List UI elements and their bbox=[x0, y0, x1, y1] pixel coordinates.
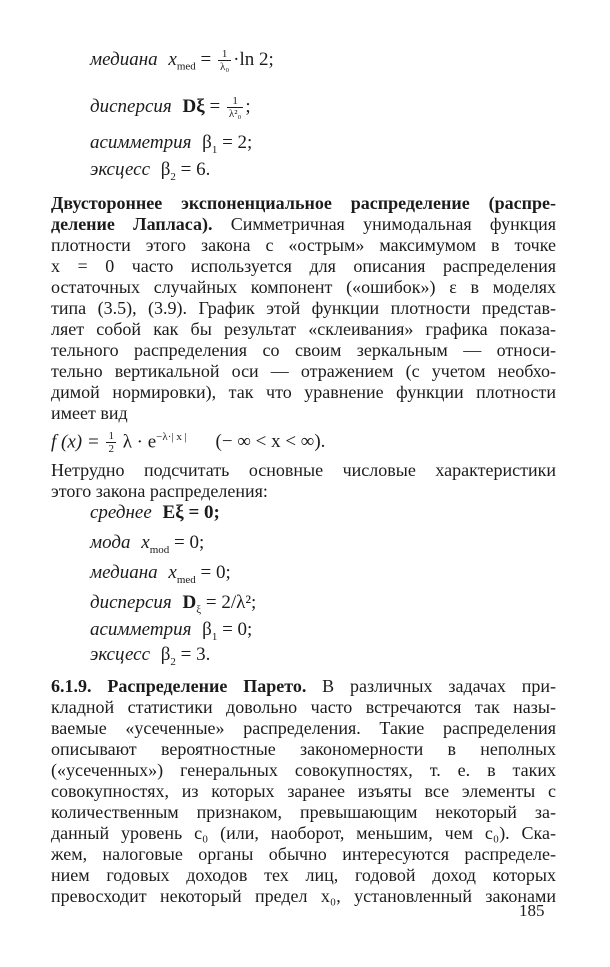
pareto-line: данный уровень c₀ (или, наоборот, меньшим, чем c₀). Ска- bbox=[51, 823, 556, 843]
laplace-line: ляет собой как бы результат «склеивания» графика показа- bbox=[51, 319, 556, 339]
formula-mean-laplace: среднее Eξ = 0; bbox=[90, 502, 220, 523]
laplace-line: имеет вид bbox=[51, 403, 128, 423]
formula-skewness-laplace: асимметрия $\beta_1 = 0$; bbox=[90, 619, 253, 643]
pareto-line: («усеченных») генеральных совокупностях, т. е. в таких bbox=[51, 760, 556, 780]
formula-median-laplace: медиана $x_{med} = 0$; bbox=[90, 562, 231, 586]
laplace-line: типа (3.5), (3.9). График этой функции плотности представ- bbox=[51, 298, 556, 318]
fraction: $\frac{1}{2}$ bbox=[108, 430, 114, 456]
formula-kurtosis-laplace: эксцесс $\beta_2 = 3$. bbox=[90, 644, 211, 668]
laplace-density-formula: f (x) = $\frac{1}{2}$ $\lambda \cdot e^{-\lambda\cdot| x |}$ (− ∞ < x < ∞). bbox=[51, 430, 326, 456]
formula-variance-laplace: дисперсия $D_\xi = 2/\lambda^2$; bbox=[90, 592, 257, 616]
pareto-line: жем, налоговые органы обычно интересуются распределе- bbox=[51, 844, 556, 864]
formula-skewness-exp: асимметрия $\beta_1 = 2$; bbox=[90, 132, 253, 156]
pareto-line: превосходит некоторый предел x₀, установленный законами bbox=[51, 886, 556, 906]
formula-variance-exp: дисперсия Dξ = $\frac{1}{\text{λ²₀}}$ ; bbox=[90, 95, 251, 120]
pareto-line: ваемые «усеченные» распределения. Такие распределения bbox=[51, 718, 556, 738]
text-line: Нетрудно подсчитать основные числовые характеристики bbox=[51, 460, 556, 480]
laplace-line: тельно вертикальной оси — отражением (с учетом необхо- bbox=[51, 361, 556, 381]
pareto-line: совокупностях, из которых заранее изъяты все элементы с bbox=[51, 781, 556, 801]
laplace-line: димой нормировки), так что уравнение функции плотности bbox=[51, 382, 556, 402]
laplace-line: остаточных случайных компонент («ошибок») ε в моделях bbox=[51, 277, 556, 297]
fraction: $\frac{1}{\text{λ₀}}$ bbox=[219, 48, 230, 73]
laplace-line: x = 0 часто используется для описания распределения bbox=[51, 256, 556, 276]
formula-mode-laplace: мода $x_{mod} = 0$; bbox=[90, 532, 205, 556]
pareto-line-1: 6.1.9. Распределение Парето. В различных задачах при- bbox=[51, 676, 557, 696]
text-line: этого закона распределения: bbox=[51, 481, 268, 501]
formula-kurtosis-exp: эксцесс $\beta_2 = 6$. bbox=[90, 159, 211, 183]
fraction: $\frac{1}{\text{λ²₀}}$ bbox=[228, 95, 242, 120]
laplace-line: плотности этого закона с «острым» максимумом в точке bbox=[51, 235, 556, 255]
pareto-line: описывают вероятностные закономерности в неполных bbox=[51, 739, 556, 759]
laplace-line: тельного распределения со своим зеркальным — относи- bbox=[51, 340, 556, 360]
laplace-heading: Двустороннее экспоненциальное распределение (распре- bbox=[51, 193, 556, 213]
formula-median-exp: медиана $x_{med}$ = $\frac{1}{\text{λ₀}}$ ·ln 2; bbox=[90, 48, 274, 73]
section-heading-pareto: 6.1.9. Распределение Парето. bbox=[51, 676, 307, 696]
pareto-line: кладной статистики довольно часто встречаются так назы- bbox=[51, 697, 556, 717]
pareto-line: нием годовых доходов тех лиц, годовой доход которых bbox=[51, 865, 556, 885]
laplace-line-1: деление Лапласа). Симметричная унимодальная функция bbox=[51, 214, 556, 234]
pareto-line: количественным признаком, превышающим некоторый за- bbox=[51, 802, 556, 822]
page-number: 185 bbox=[519, 901, 545, 920]
